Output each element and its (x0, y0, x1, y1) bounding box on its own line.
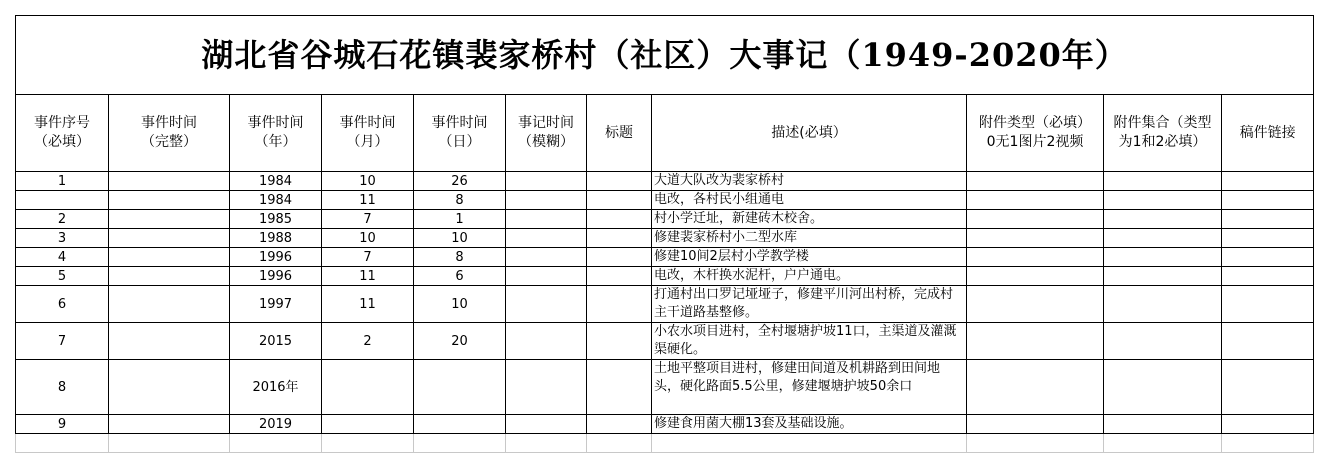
cell-description[interactable]: 电改，各村民小组通电 (652, 191, 967, 210)
table-row (16, 323, 1314, 360)
cell-heading[interactable] (587, 415, 652, 434)
cell-fuzzy-time[interactable] (506, 267, 587, 286)
cell-year[interactable]: 1988 (230, 229, 322, 248)
cell-attachment-set[interactable] (1104, 415, 1222, 434)
table-row (16, 210, 1314, 229)
cell-seq[interactable]: 5 (16, 267, 109, 286)
cell-description[interactable]: 大道大队改为裴家桥村 (652, 172, 967, 191)
cell-attachment-type[interactable] (967, 172, 1104, 191)
cell-year[interactable]: 2019 (230, 415, 322, 434)
cell-attachment-set[interactable] (1104, 323, 1222, 360)
sheet-title[interactable]: 湖北省谷城石花镇裴家桥村（社区）大事记（1949-2020年） (16, 16, 1314, 95)
cell-attachment-set[interactable] (1104, 286, 1222, 323)
cell-full-time[interactable] (109, 323, 230, 360)
cell-year[interactable]: 1996 (230, 267, 322, 286)
table-cell[interactable] (1222, 434, 1314, 453)
cell-month[interactable]: 11 (322, 191, 414, 210)
cell-month[interactable] (322, 415, 414, 434)
cell-article-link[interactable] (1222, 172, 1314, 191)
table-cell[interactable] (587, 434, 652, 453)
cell-heading[interactable] (587, 267, 652, 286)
cell-fuzzy-time[interactable] (506, 229, 587, 248)
cell-year[interactable]: 1984 (230, 191, 322, 210)
cell-description[interactable]: 电改，木杆换水泥杆，户户通电。 (652, 267, 967, 286)
cell-day[interactable]: 6 (414, 267, 506, 286)
cell-seq[interactable]: 3 (16, 229, 109, 248)
cell-description[interactable]: 修建裴家桥村小二型水库 (652, 229, 967, 248)
cell-attachment-set[interactable] (1104, 172, 1222, 191)
table-row (16, 172, 1314, 191)
cell-year[interactable]: 2015 (230, 323, 322, 360)
cell-seq[interactable]: 6 (16, 286, 109, 323)
cell-article-link[interactable] (1222, 323, 1314, 360)
cell-attachment-type[interactable] (967, 191, 1104, 210)
cell-article-link[interactable] (1222, 248, 1314, 267)
cell-fuzzy-time[interactable] (506, 248, 587, 267)
cell-attachment-type[interactable] (967, 323, 1104, 360)
cell-fuzzy-time[interactable] (506, 191, 587, 210)
cell-full-time[interactable] (109, 229, 230, 248)
cell-article-link[interactable] (1222, 415, 1314, 434)
cell-seq[interactable]: 4 (16, 248, 109, 267)
cell-month[interactable]: 2 (322, 323, 414, 360)
cell-attachment-type[interactable] (967, 415, 1104, 434)
cell-description[interactable]: 村小学迁址，新建砖木校舍。 (652, 210, 967, 229)
cell-month[interactable]: 7 (322, 210, 414, 229)
cell-heading[interactable] (587, 210, 652, 229)
cell-year[interactable]: 2016年 (230, 360, 322, 415)
cell-day[interactable]: 26 (414, 172, 506, 191)
cell-article-link[interactable] (1222, 360, 1314, 415)
table-cell[interactable] (322, 434, 414, 453)
header-fuzzy-time[interactable]: 事记时间 （模糊） (506, 95, 587, 172)
cell-article-link[interactable] (1222, 191, 1314, 210)
cell-year[interactable]: 1997 (230, 286, 322, 323)
table-row (16, 267, 1314, 286)
table-cell[interactable] (967, 434, 1104, 453)
cell-description[interactable]: 打通村出口罗记垭垭子，修建平川河出村桥，完成村主干道路基整修。 (652, 286, 967, 323)
cell-day[interactable] (414, 415, 506, 434)
cell-seq[interactable]: 1 (16, 172, 109, 191)
cell-article-link[interactable] (1222, 267, 1314, 286)
cell-full-time[interactable] (109, 210, 230, 229)
cell-full-time[interactable] (109, 248, 230, 267)
header-seq[interactable]: 事件序号 （必填） (16, 95, 109, 172)
cell-article-link[interactable] (1222, 286, 1314, 323)
cell-full-time[interactable] (109, 415, 230, 434)
cell-attachment-set[interactable] (1104, 229, 1222, 248)
table-cell[interactable] (109, 434, 230, 453)
cell-month[interactable]: 11 (322, 267, 414, 286)
cell-attachment-type[interactable] (967, 360, 1104, 415)
cell-month[interactable]: 7 (322, 248, 414, 267)
cell-full-time[interactable] (109, 172, 230, 191)
table-cell[interactable] (652, 434, 967, 453)
cell-month[interactable]: 11 (322, 286, 414, 323)
cell-article-link[interactable] (1222, 229, 1314, 248)
header-heading[interactable]: 标题 (587, 95, 652, 172)
cell-attachment-set[interactable] (1104, 267, 1222, 286)
table-cell[interactable] (414, 434, 506, 453)
cell-seq[interactable]: 9 (16, 415, 109, 434)
cell-attachment-type[interactable] (967, 248, 1104, 267)
header-article-link[interactable]: 稿件链接 (1222, 95, 1314, 172)
header-row (16, 95, 1314, 172)
header-attachment-set[interactable]: 附件集合（类型 为1和2必填） (1104, 95, 1222, 172)
cell-seq[interactable]: 2 (16, 210, 109, 229)
cell-heading[interactable] (587, 248, 652, 267)
cell-fuzzy-time[interactable] (506, 415, 587, 434)
cell-full-time[interactable] (109, 360, 230, 415)
cell-attachment-set[interactable] (1104, 210, 1222, 229)
cell-fuzzy-time[interactable] (506, 286, 587, 323)
cell-attachment-set[interactable] (1104, 191, 1222, 210)
cell-attachment-set[interactable] (1104, 360, 1222, 415)
header-year[interactable]: 事件时间 （年） (230, 95, 322, 172)
cell-fuzzy-time[interactable] (506, 360, 587, 415)
cell-attachment-type[interactable] (967, 229, 1104, 248)
empty-row (16, 434, 1314, 453)
cell-description[interactable]: 小农水项目进村，全村堰塘护坡11口，主渠道及灌溉渠硬化。 (652, 323, 967, 360)
cell-seq[interactable]: 8 (16, 360, 109, 415)
cell-year[interactable]: 1985 (230, 210, 322, 229)
cell-attachment-set[interactable] (1104, 248, 1222, 267)
cell-month[interactable] (322, 360, 414, 415)
cell-attachment-type[interactable] (967, 267, 1104, 286)
table-row (16, 229, 1314, 248)
header-day[interactable]: 事件时间 （日） (414, 95, 506, 172)
cell-heading[interactable] (587, 172, 652, 191)
cell-full-time[interactable] (109, 267, 230, 286)
cell-day[interactable]: 8 (414, 248, 506, 267)
events-table (15, 15, 1314, 453)
cell-attachment-type[interactable] (967, 210, 1104, 229)
table-cell[interactable] (506, 434, 587, 453)
cell-year[interactable]: 1996 (230, 248, 322, 267)
table-row (16, 248, 1314, 267)
header-month[interactable]: 事件时间 （月） (322, 95, 414, 172)
cell-day[interactable]: 1 (414, 210, 506, 229)
cell-full-time[interactable] (109, 191, 230, 210)
cell-seq[interactable]: 7 (16, 323, 109, 360)
spreadsheet (15, 15, 1313, 453)
cell-month[interactable]: 10 (322, 172, 414, 191)
header-description[interactable]: 描述(必填） (652, 95, 967, 172)
cell-fuzzy-time[interactable] (506, 172, 587, 191)
cell-heading[interactable] (587, 323, 652, 360)
cell-fuzzy-time[interactable] (506, 323, 587, 360)
cell-heading[interactable] (587, 191, 652, 210)
table-cell[interactable] (230, 434, 322, 453)
header-attachment-type[interactable]: 附件类型（必填） 0无1图片2视频 (967, 95, 1104, 172)
cell-article-link[interactable] (1222, 210, 1314, 229)
cell-day[interactable]: 10 (414, 286, 506, 323)
cell-heading[interactable] (587, 286, 652, 323)
header-full-time[interactable]: 事件时间 （完整） (109, 95, 230, 172)
table-cell[interactable] (16, 434, 109, 453)
cell-heading[interactable] (587, 229, 652, 248)
cell-day[interactable]: 20 (414, 323, 506, 360)
table-row (16, 286, 1314, 323)
cell-fuzzy-time[interactable] (506, 210, 587, 229)
cell-description[interactable]: 土地平整项目进村，修建田间道及机耕路到田间地头，硬化路面5.5公里，修建堰塘护坡50余口 (652, 360, 967, 415)
table-row (16, 415, 1314, 434)
cell-attachment-type[interactable] (967, 286, 1104, 323)
cell-year[interactable]: 1984 (230, 172, 322, 191)
cell-seq[interactable] (16, 191, 109, 210)
cell-full-time[interactable] (109, 286, 230, 323)
cell-month[interactable]: 10 (322, 229, 414, 248)
table-row (16, 360, 1314, 415)
cell-day[interactable]: 10 (414, 229, 506, 248)
table-body (16, 172, 1314, 434)
cell-description[interactable]: 修建10间2层村小学教学楼 (652, 248, 967, 267)
cell-description[interactable]: 修建食用菌大棚13套及基础设施。 (652, 415, 967, 434)
cell-heading[interactable] (587, 360, 652, 415)
cell-day[interactable] (414, 360, 506, 415)
table-cell[interactable] (1104, 434, 1222, 453)
cell-day[interactable]: 8 (414, 191, 506, 210)
table-row (16, 191, 1314, 210)
